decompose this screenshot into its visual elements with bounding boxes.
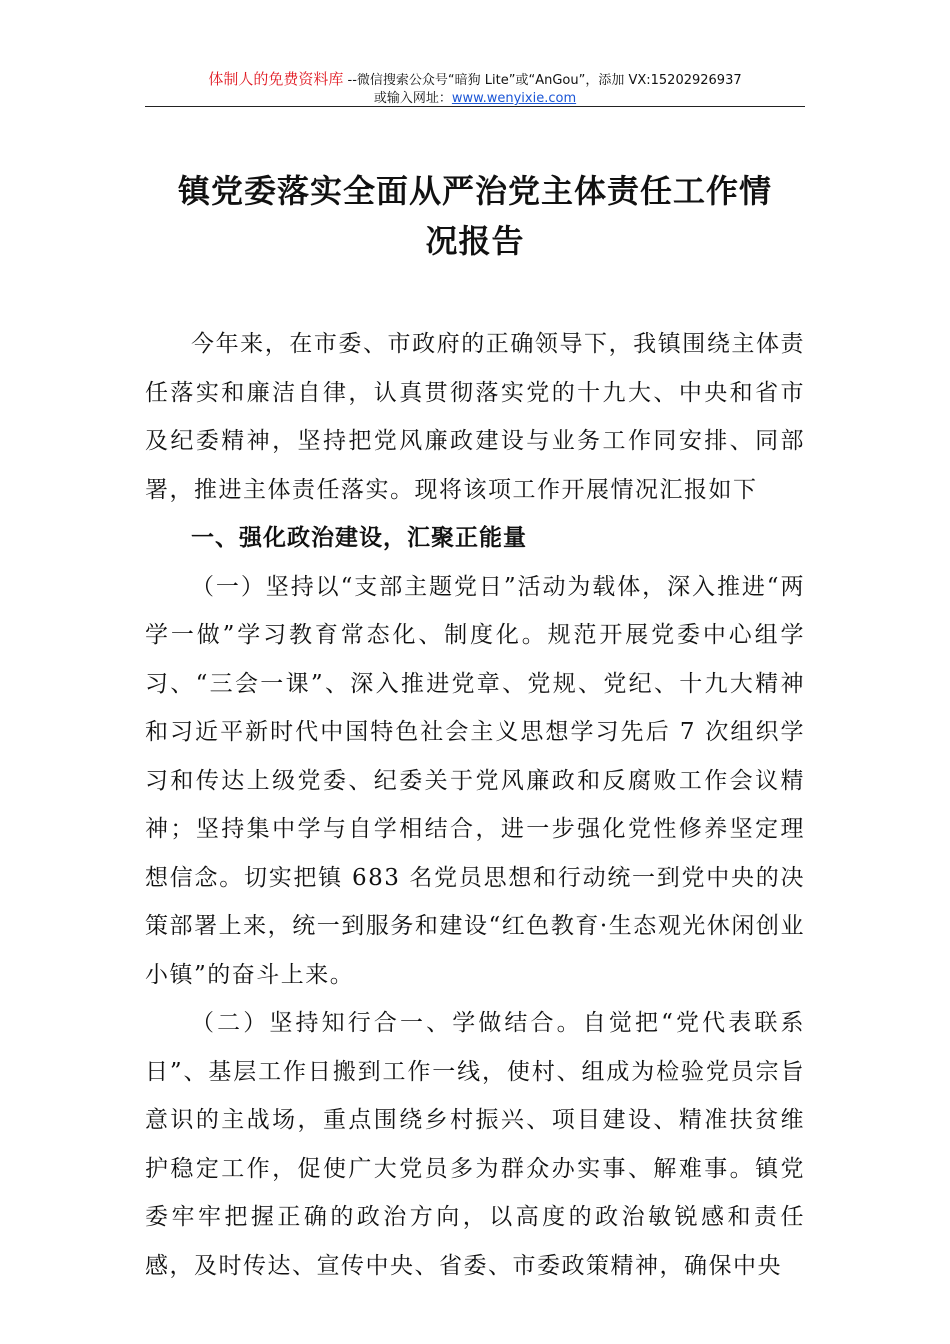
header-url-link[interactable]: www.wenyixie.com	[451, 91, 577, 106]
document-title	[145, 166, 805, 266]
watermark-header	[145, 70, 805, 108]
section-heading-1: 一、强化政治建设，汇聚正能量	[191, 525, 527, 551]
document-body	[145, 320, 805, 1290]
header-note: --微信搜索公众号“暗狗 Lite”或“AnGou”，添加 VX:15202926937	[343, 73, 742, 88]
header-url-label: 或输入网址：	[373, 91, 452, 106]
section-1-paragraph-2: （二）坚持知行合一、学做结合。自觉把“党代表联系日”、基层工作日搬到工作一线，使村、组成为检验党员宗旨意识的主战场，重点围绕乡村振兴、项目建设、精准扶贫维护稳定工作，促使广大党员多为群众办实事、解难事。镇党委牢牢把握正确的政治方向，以高度的政治敏锐感和责任感，及时传达、宣传中央、省委、市委政策精神，确保中央	[145, 1010, 805, 1279]
header-brand: 体制人的免费资料库	[208, 70, 344, 88]
header-line-1	[145, 70, 805, 90]
intro-paragraph: 今年来，在市委、市政府的正确领导下，我镇围绕主体责任落实和廉洁自律，认真贯彻落实党的十九大、中央和省市及纪委精神，坚持把党风廉政建设与业务工作同安排、同部署，推进主体责任落实。现将该项工作开展情况汇报如下	[145, 331, 805, 503]
header-divider	[145, 106, 805, 107]
section-1-paragraph-1: （一）坚持以“支部主题党日”活动为载体，深入推进“两学一做”学习教育常态化、制度化。规范开展党委中心组学习、“三会一课”、深入推进党章、党规、党纪、十九大精神和习近平新时代中国特色社会主义思想学习先后 7 次组织学习和传达上级党委、纪委关于党风廉政和反腐败工作会议精神；坚持集中学与自学相结合，进一步强化党性修养坚定理想信念。切实把镇 683 名党员思想和行动统一到党中央的决策部署上来，统一到服务和建设“红色教育·生态观光休闲创业小镇”的奋斗上来。	[145, 573, 805, 988]
title-line-1: 镇党委落实全面从严治党主体责任工作情	[177, 172, 772, 210]
title-line-2: 况报告	[425, 222, 525, 260]
